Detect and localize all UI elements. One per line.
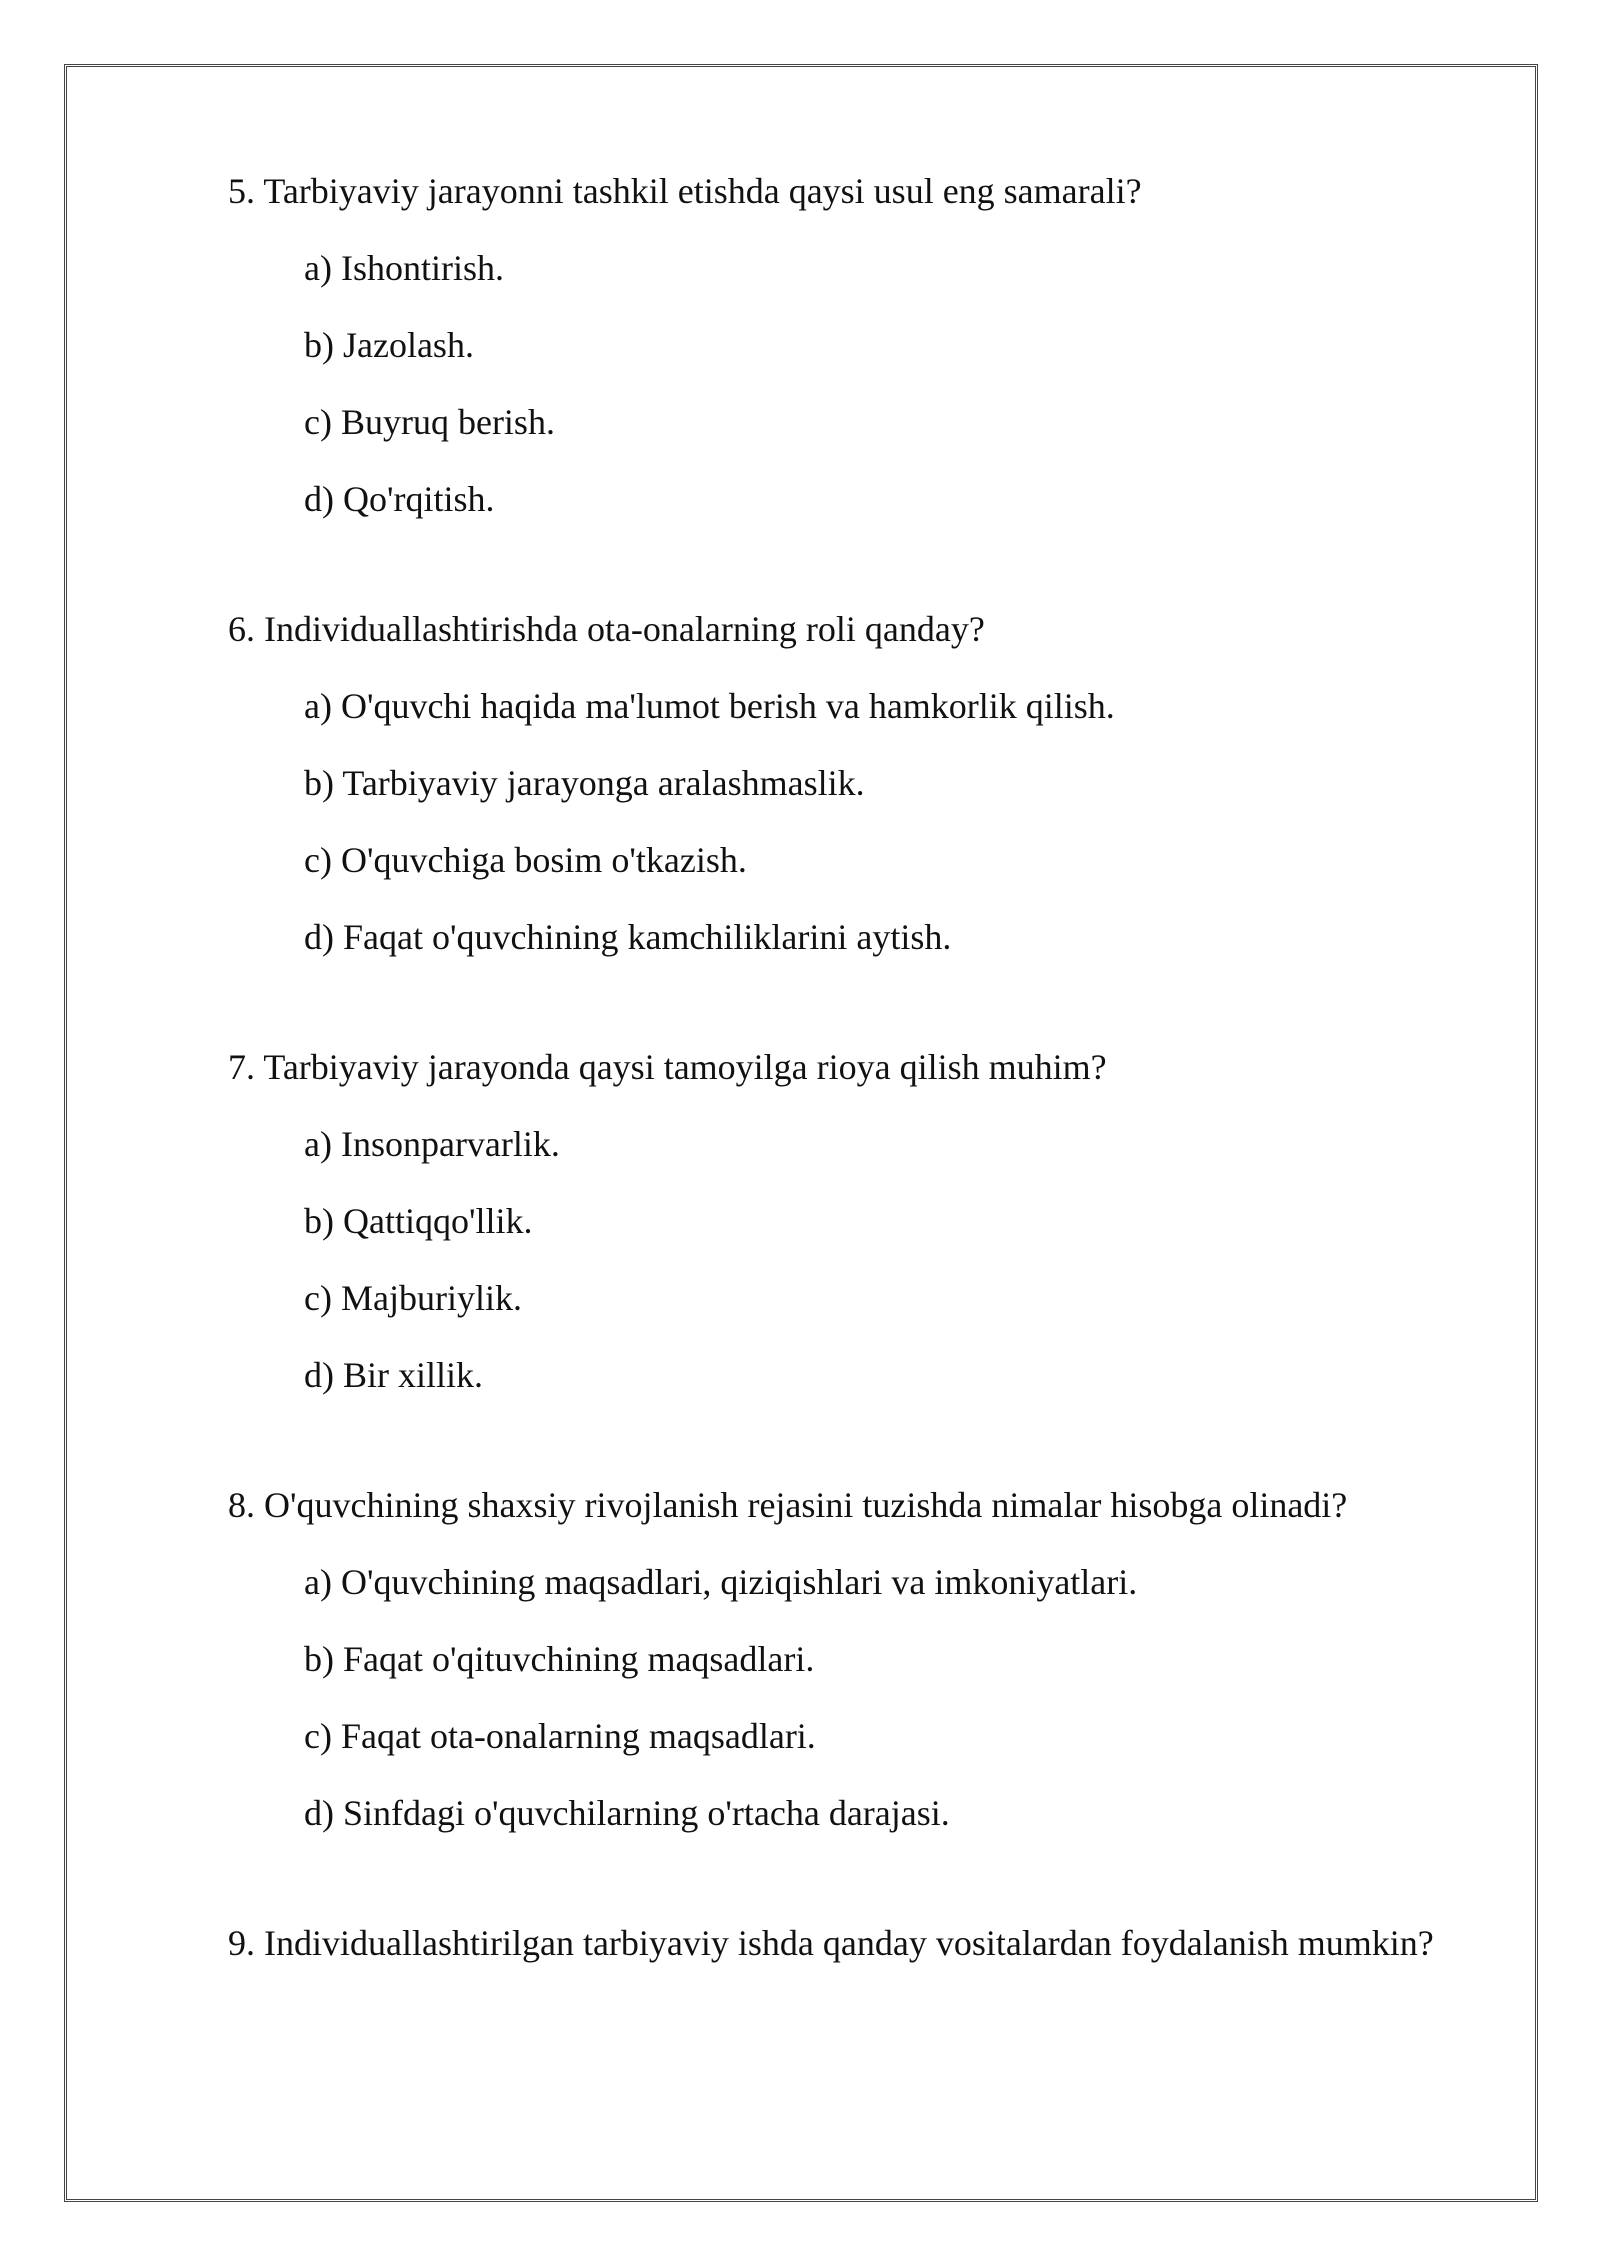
answer-options [228,1557,1488,1838]
option-b: b) Faqat o'qituvchining maqsadlari. [304,1639,815,1679]
option-d: d) Faqat o'quvchining kamchiliklarini aytish. [304,917,952,957]
option-c: c) Faqat ota-onalarning maqsadlari. [304,1716,816,1756]
question-text: 5. Tarbiyaviy jarayonni tashkil etishda qaysi usul eng samarali? [228,171,1142,211]
option-a: a) O'quvchining maqsadlari, qiziqishlari va imkoniyatlari. [304,1562,1138,1602]
option-b: b) Tarbiyaviy jarayonga aralashmaslik. [304,763,865,803]
option-c: c) Buyruq berish. [304,402,555,442]
question-text: 9. Individuallashtirilgan tarbiyaviy ishda qanday vositalardan foydalanish mumkin? [228,1923,1434,1963]
option-a: a) Ishontirish. [304,248,504,288]
option-d: d) Sinfdagi o'quvchilarning o'rtacha darajasi. [304,1793,950,1833]
option-c: c) Majburiylik. [304,1278,522,1318]
question-6 [228,604,1488,962]
option-b: b) Qattiqqo'llik. [304,1201,533,1241]
option-a: a) Insonparvarlik. [304,1124,560,1164]
question-text: 8. O'quvchining shaxsiy rivojlanish rejasini tuzishda nimalar hisobga olinadi? [228,1485,1348,1525]
question-text: 7. Tarbiyaviy jarayonda qaysi tamoyilga rioya qilish muhim? [228,1047,1107,1087]
option-d: d) Bir xillik. [304,1355,483,1395]
document-body [228,166,1488,2048]
question-5 [228,166,1488,524]
answer-options [228,681,1488,962]
question-text: 6. Individuallashtirishda ota-onalarning roli qanday? [228,609,985,649]
option-d: d) Qo'rqitish. [304,479,495,519]
option-b: b) Jazolash. [304,325,474,365]
option-c: c) O'quvchiga bosim o'tkazish. [304,840,747,880]
question-9 [228,1918,1488,1968]
question-7 [228,1042,1488,1400]
answer-options [228,1119,1488,1400]
option-a: a) O'quvchi haqida ma'lumot berish va hamkorlik qilish. [304,686,1115,726]
question-8 [228,1480,1488,1838]
answer-options [228,243,1488,524]
